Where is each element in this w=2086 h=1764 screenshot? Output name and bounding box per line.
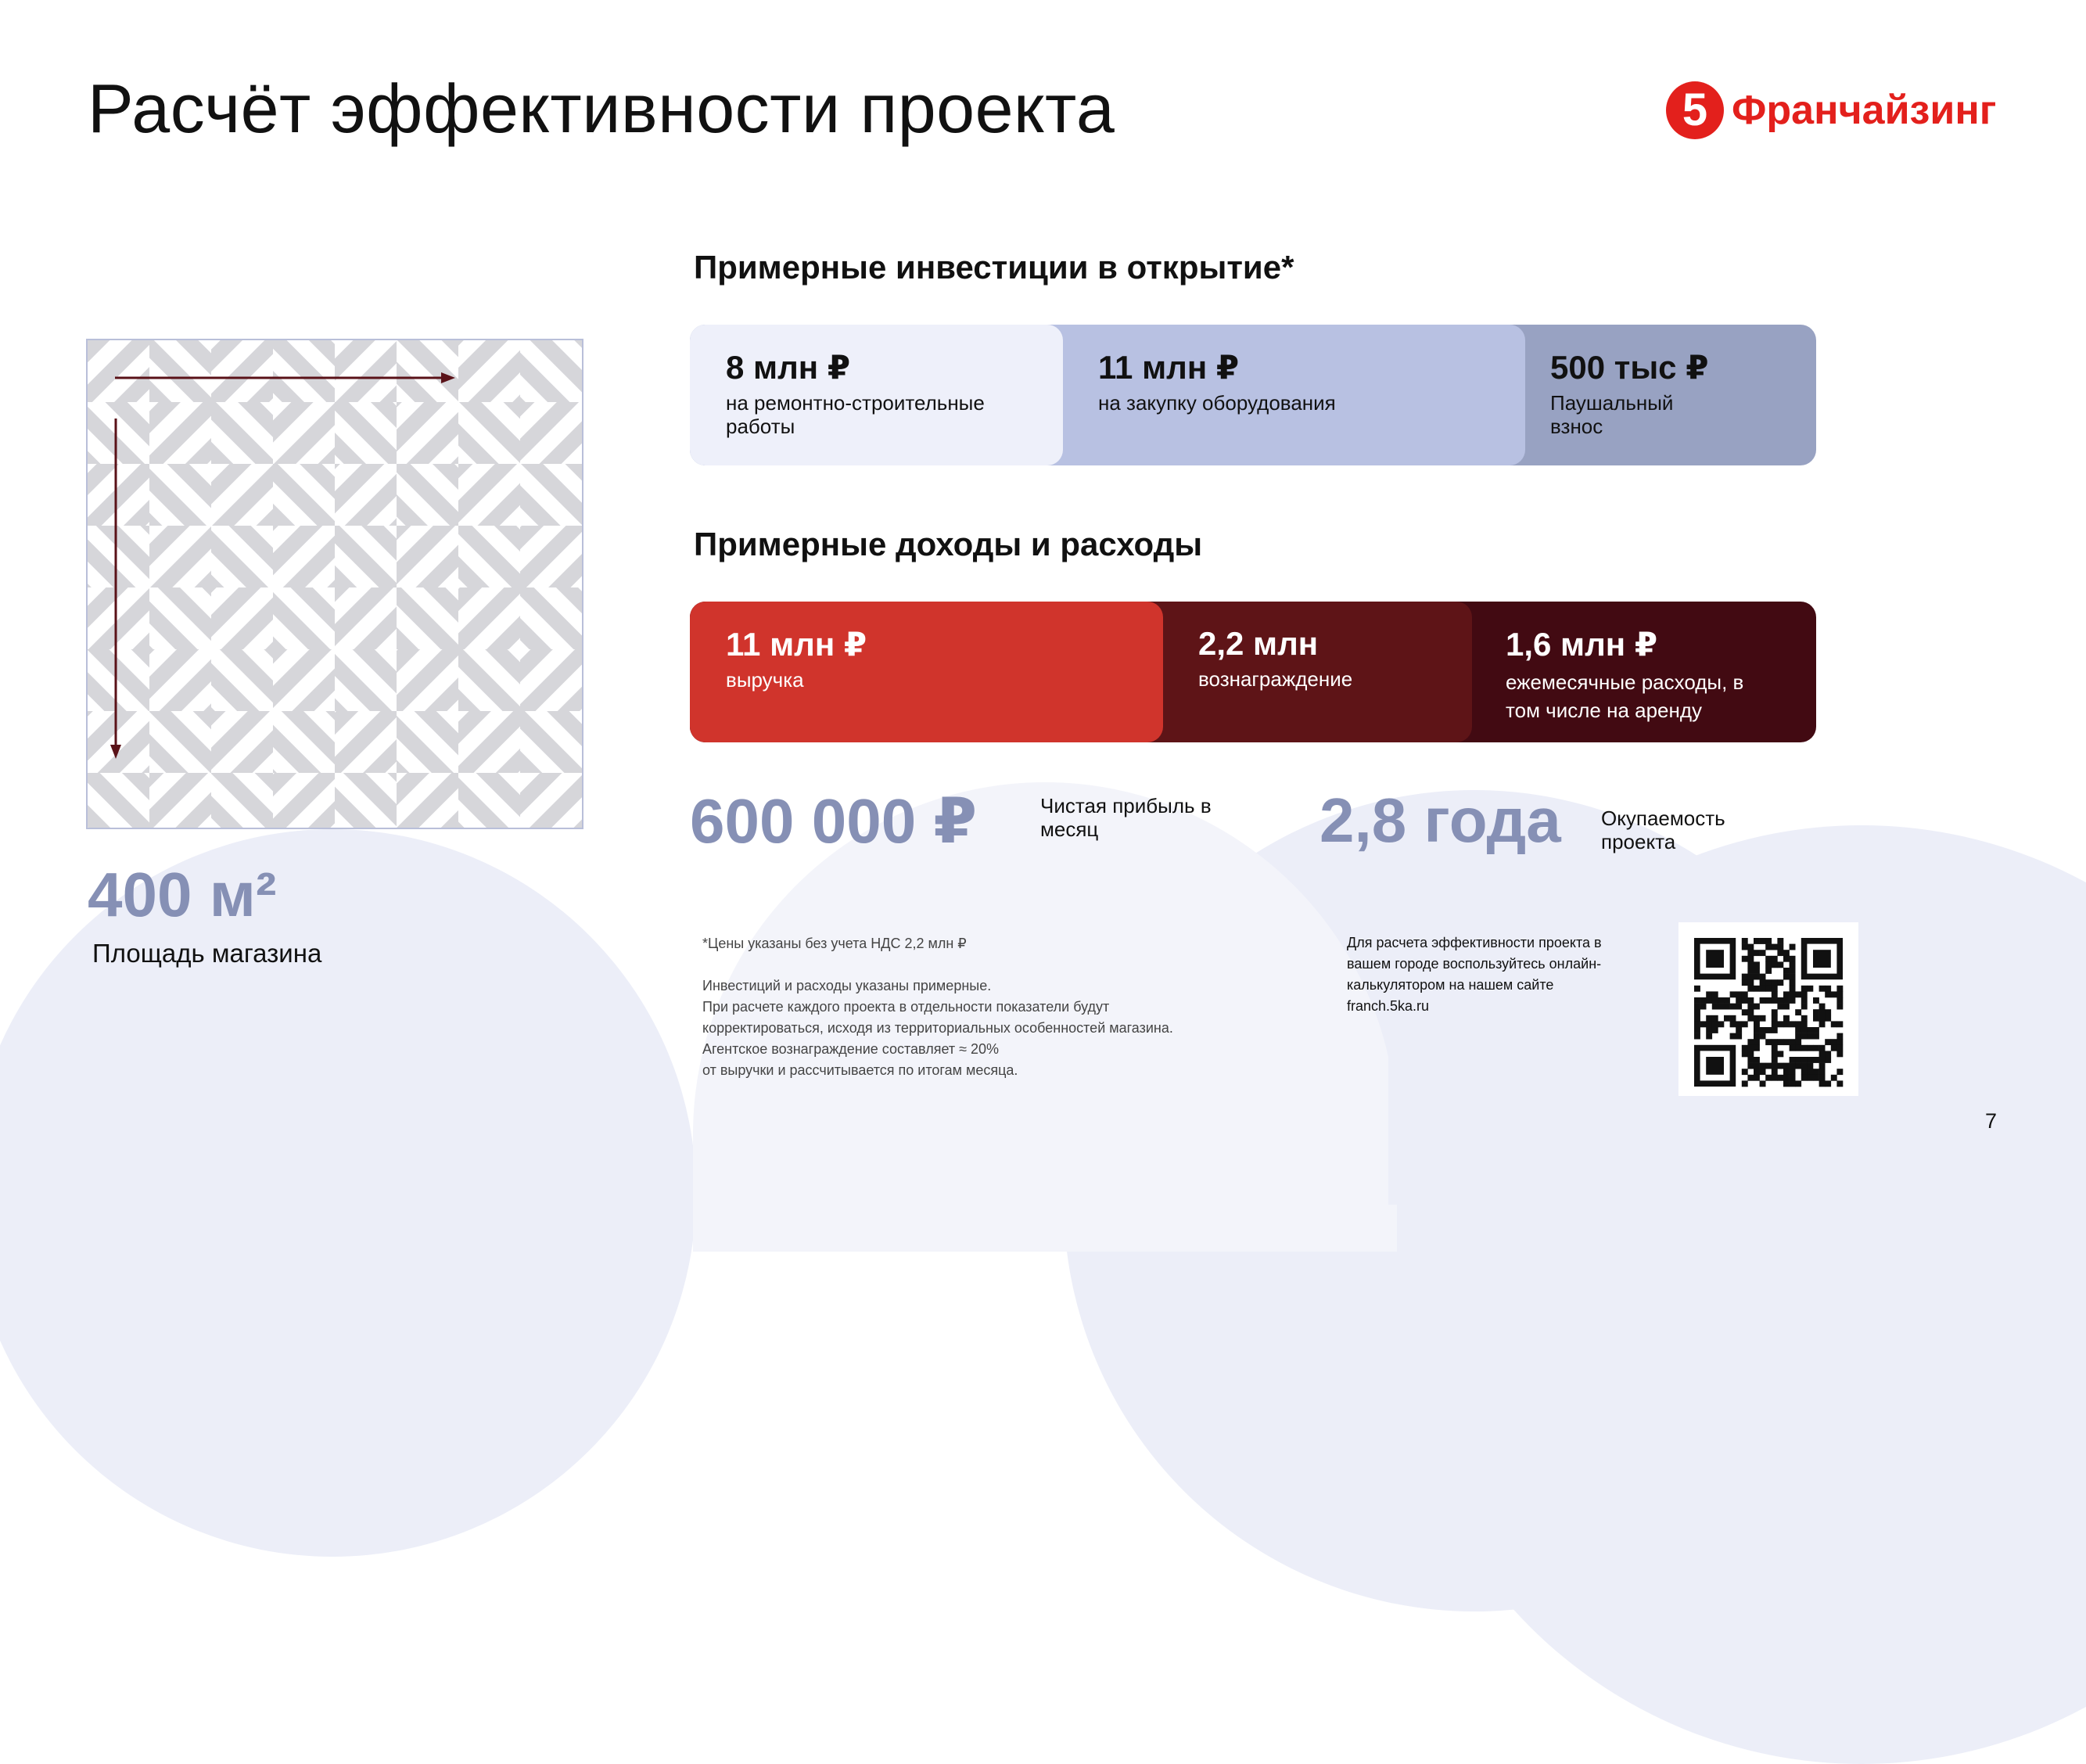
net-profit-value: 600 000 ₽ <box>690 786 978 856</box>
income-desc: вознаграждение <box>1198 667 1353 691</box>
investment-desc: на ремонтно-строительные работы <box>726 391 985 438</box>
disclaimer-line: Инвестиций и расходы указаны примерные. <box>702 978 992 993</box>
investments-heading: Примерные инвестиции в открытие* <box>694 249 1294 286</box>
income-value: 2,2 млн <box>1198 625 1319 662</box>
income-value: 1,6 млн ₽ <box>1506 626 1658 663</box>
calculator-line: калькулятором на нашем сайте <box>1347 977 1554 993</box>
investment-desc: на закупку оборудования <box>1098 391 1336 415</box>
store-area-value: 400 м² <box>88 860 277 929</box>
calculator-link[interactable]: franch.5ka.ru <box>1347 998 1430 1014</box>
disclaimer-line: от выручки и рассчитывается по итогам месяца. <box>702 1062 1018 1078</box>
page-title: Расчёт эффективности проекта <box>88 70 1115 147</box>
disclaimer-line: корректироваться, исходя из территориальных особенностей магазина. <box>702 1020 1173 1036</box>
income-item-reward <box>1198 625 1449 691</box>
investment-value: 500 тыс ₽ <box>1550 349 1709 386</box>
income-item-revenue <box>726 625 1117 692</box>
chevron-pattern-graphic <box>88 340 582 828</box>
investment-desc: Паушальный взнос <box>1550 391 1674 438</box>
payback-value: 2,8 года <box>1319 785 1561 855</box>
income-desc: выручка <box>726 668 804 692</box>
disclaimer-line: Агентское вознаграждение составляет ≈ 20% <box>702 1041 1000 1057</box>
store-layout-pattern <box>86 339 583 829</box>
vat-note: *Цены указаны без учета НДС 2,2 млн ₽ <box>702 936 967 951</box>
investment-value: 8 млн ₽ <box>726 349 851 386</box>
calculator-line: вашем городе воспользуйтесь онлайн- <box>1347 956 1602 972</box>
store-area-label: Площадь магазина <box>92 939 322 968</box>
income-value: 11 млн ₽ <box>726 626 867 663</box>
net-profit-caption: Чистая прибыль в месяц <box>1040 794 1212 841</box>
income-bar <box>690 602 1816 742</box>
qr-code-icon[interactable] <box>1678 922 1858 1096</box>
investment-value: 11 млн ₽ <box>1098 349 1240 386</box>
logo-text: Франчайзинг <box>1732 88 1997 133</box>
payback-caption: Окупаемость проекта <box>1601 807 1725 853</box>
investment-bar <box>690 325 1816 465</box>
calculator-note <box>1347 932 1602 1017</box>
brand-logo <box>1666 81 1996 139</box>
income-item-expenses <box>1506 625 1764 724</box>
investment-item-equipment <box>1098 348 1474 415</box>
logo-mark-icon: 5 <box>1666 81 1724 139</box>
investment-item-repair <box>726 348 1039 438</box>
income-heading: Примерные доходы и расходы <box>694 526 1203 562</box>
investment-item-fee <box>1550 348 1707 438</box>
income-desc: ежемесячные расходы, в том числе на аренду <box>1506 670 1744 722</box>
calculator-line: Для расчета эффективности проекта в <box>1347 935 1602 950</box>
page-number: 7 <box>1985 1109 1998 1133</box>
disclaimer-note <box>702 975 1173 1081</box>
disclaimer-line: При расчете каждого проекта в отдельности показатели будут <box>702 999 1110 1015</box>
